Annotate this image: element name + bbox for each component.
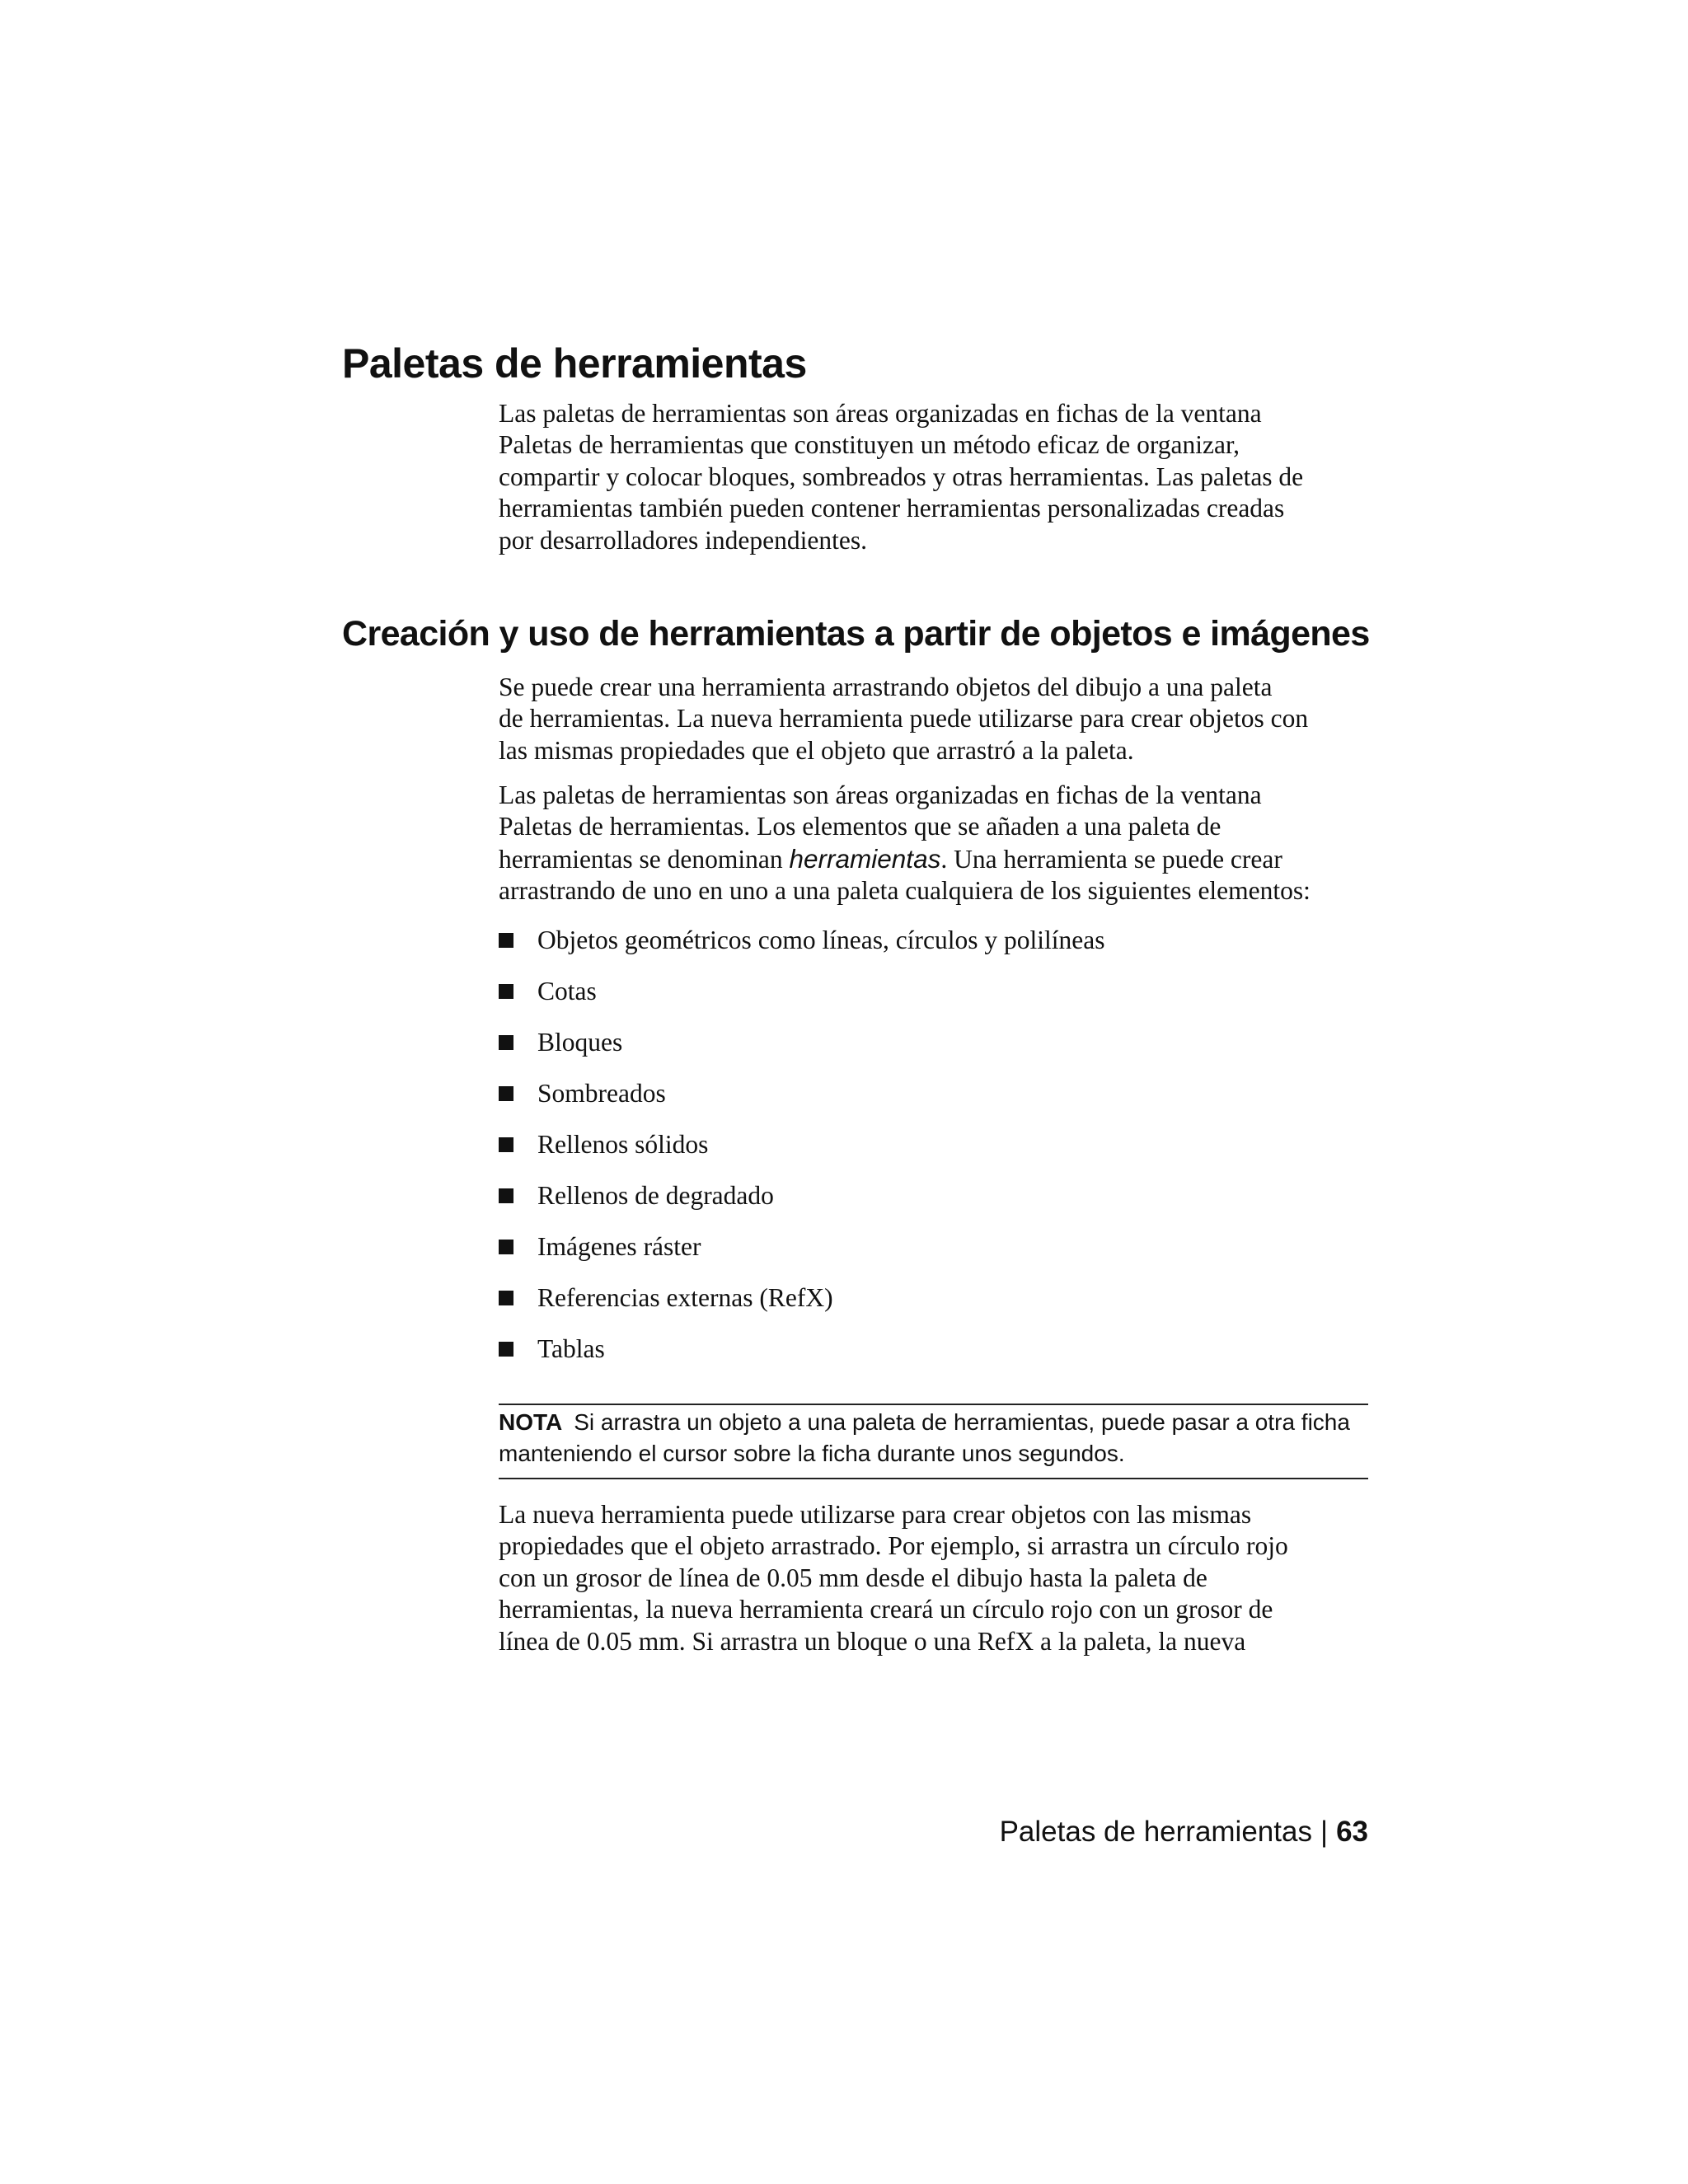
text-line: Las paletas de herramientas son áreas organizadas en fichas de la ventana — [499, 399, 1262, 428]
list-item-label: Tablas — [537, 1334, 605, 1363]
text-line: compartir y colocar bloques, sombreados y otras herramientas. Las paletas de — [499, 462, 1304, 491]
text-line: Paletas de herramientas que constituyen un método eficaz de organizar, — [499, 430, 1240, 460]
list-item-label: Imágenes ráster — [537, 1232, 701, 1261]
list-item — [499, 1231, 1104, 1282]
list-item-label: Referencias externas (RefX) — [537, 1283, 833, 1312]
text-line: Las paletas de herramientas son áreas organizadas en fichas de la ventana — [499, 780, 1262, 809]
list-item — [499, 1180, 1104, 1231]
text-line: Paletas de herramientas. Los elementos que se añaden a una paleta de — [499, 812, 1221, 841]
list-item — [499, 1282, 1104, 1333]
list-item — [499, 1027, 1104, 1078]
text-line: las mismas propiedades que el objeto que arrastró a la paleta. — [499, 735, 1134, 765]
list-item-label: Objetos geométricos como líneas, círculos y polilíneas — [537, 926, 1105, 954]
list-item-label: Bloques — [537, 1028, 623, 1057]
subsection-title: Creación y uso de herramientas a partir de objetos e imágenes — [342, 614, 1370, 654]
note-label: NOTA — [499, 1409, 563, 1435]
square-bullet-icon — [499, 1342, 513, 1357]
page-footer — [1000, 1816, 1368, 1849]
text-line: con un grosor de línea de 0.05 mm desde el dibujo hasta la paleta de — [499, 1563, 1207, 1592]
section-title: Paletas de herramientas — [342, 340, 807, 387]
note-bottom-rule — [499, 1478, 1368, 1479]
list-item — [499, 976, 1104, 1027]
list-item-label: Rellenos sólidos — [537, 1130, 709, 1159]
footer-chapter-title: Paletas de herramientas — [999, 1816, 1312, 1848]
list-item-label: Rellenos de degradado — [537, 1181, 774, 1210]
square-bullet-icon — [499, 984, 513, 999]
text-line — [499, 843, 1368, 875]
text-line: herramientas, la nueva herramienta creará un círculo rojo con un grosor de — [499, 1595, 1273, 1624]
square-bullet-icon — [499, 1137, 513, 1152]
square-bullet-icon — [499, 1035, 513, 1050]
list-item — [499, 1333, 1104, 1385]
text-line: manteniendo el cursor sobre la ficha durante unos segundos. — [499, 1441, 1125, 1466]
square-bullet-icon — [499, 933, 513, 948]
list-item-label: Cotas — [537, 977, 597, 1005]
subsection-paragraph-2 — [499, 780, 1368, 907]
text-line: herramientas también pueden contener herramientas personalizadas creadas — [499, 494, 1285, 523]
subsection-paragraph-3 — [499, 1499, 1368, 1657]
square-bullet-icon — [499, 1086, 513, 1101]
italic-term: herramientas — [789, 843, 941, 874]
text-line: por desarrolladores independientes. — [499, 525, 867, 555]
text-line: propiedades que el objeto arrastrado. Por ejemplo, si arrastra un círculo rojo — [499, 1531, 1288, 1561]
list-item — [499, 1078, 1104, 1129]
text-line: arrastrando de uno en uno a una paleta cualquiera de los siguientes elementos: — [499, 876, 1311, 906]
text-line — [499, 1407, 1372, 1438]
note-box — [499, 1407, 1372, 1469]
footer-separator: | — [1320, 1816, 1329, 1848]
text-line: de herramientas. La nueva herramienta puede utilizarse para crear objetos con — [499, 704, 1309, 733]
square-bullet-icon — [499, 1240, 513, 1254]
note-text: Si arrastra un objeto a una paleta de herramientas, puede pasar a otra ficha — [574, 1409, 1350, 1435]
element-bullet-list — [499, 925, 1104, 1385]
page-number: 63 — [1336, 1816, 1368, 1848]
text-segment: . Una herramienta se puede crear — [940, 844, 1282, 874]
list-item-label: Sombreados — [537, 1079, 666, 1108]
text-line: línea de 0.05 mm. Si arrastra un bloque o una RefX a la paleta, la nueva — [499, 1626, 1246, 1656]
text-line: La nueva herramienta puede utilizarse para crear objetos con las mismas — [499, 1500, 1252, 1529]
list-item — [499, 1129, 1104, 1180]
list-item — [499, 925, 1104, 976]
text-segment: herramientas se denominan — [499, 844, 790, 874]
square-bullet-icon — [499, 1188, 513, 1203]
square-bullet-icon — [499, 1291, 513, 1305]
text-line: Se puede crear una herramienta arrastrando objetos del dibujo a una paleta — [499, 673, 1273, 701]
note-top-rule — [499, 1404, 1368, 1405]
section-intro-paragraph — [499, 398, 1368, 556]
subsection-paragraph-1 — [499, 672, 1368, 766]
